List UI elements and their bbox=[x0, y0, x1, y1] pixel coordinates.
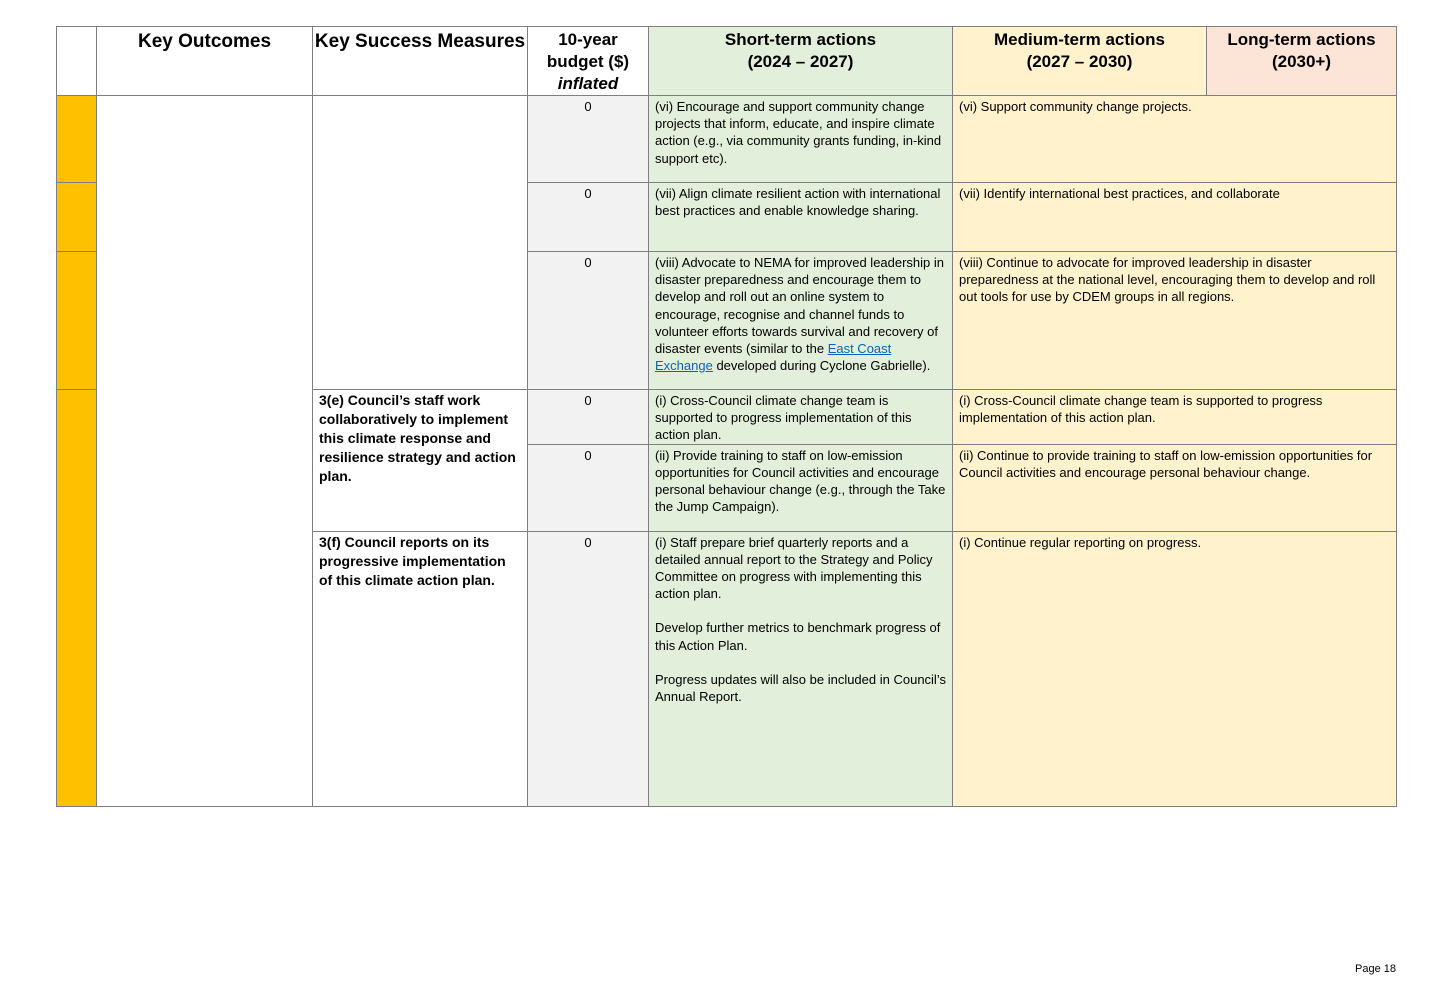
short-term-action bbox=[649, 252, 953, 390]
measure-cell-empty bbox=[313, 96, 528, 390]
long-term-label: Long-term actions bbox=[1227, 30, 1376, 49]
budget-cell: 0 bbox=[528, 96, 649, 183]
header-key-outcomes bbox=[97, 27, 313, 96]
header-row bbox=[57, 27, 1397, 96]
budget-cell: 0 bbox=[528, 531, 649, 806]
medium-long-term-action: (vi) Support community change projects. bbox=[953, 96, 1397, 183]
short-term-paragraph: Progress updates will also be included in Council’s Annual Report. bbox=[655, 671, 946, 705]
table-row bbox=[57, 96, 1397, 183]
header-long-term bbox=[1207, 27, 1397, 96]
medium-long-term-action: (i) Continue regular reporting on progress. bbox=[953, 531, 1397, 806]
budget-label-line2: budget ($) bbox=[546, 52, 630, 71]
short-term-action: (i) Cross-Council climate change team is supported to progress implementation of this action plan. bbox=[649, 390, 953, 445]
budget-cell: 0 bbox=[528, 444, 649, 531]
short-term-label: Short-term actions bbox=[724, 30, 877, 49]
key-outcome-cell bbox=[97, 96, 313, 807]
budget-label-line1: 10-year bbox=[558, 30, 618, 49]
short-term-text: (viii) Advocate to NEMA for improved leadership in disaster preparedness and encourage them to develop and roll out an online system to encourage, recognise and channel funds to volunteer efforts towards survival and recovery of disaster events (similar to the bbox=[655, 255, 945, 357]
medium-long-term-action: (i) Cross-Council climate change team is supported to progress implementation of this action plan. bbox=[953, 390, 1397, 445]
outcome-color-bar bbox=[57, 183, 97, 252]
medium-long-term-action: (vii) Identify international best practices, and collaborate bbox=[953, 183, 1397, 252]
short-term-action bbox=[649, 531, 953, 806]
short-term-paragraph: (i) Staff prepare brief quarterly reports and a detailed annual report to the Strategy and Policy Committee on progress with implementing this action plan. bbox=[655, 534, 933, 602]
header-medium-term bbox=[953, 27, 1207, 96]
outcome-color-bar bbox=[57, 390, 97, 807]
short-term-period: (2024 – 2027) bbox=[747, 52, 854, 71]
header-budget bbox=[528, 27, 649, 96]
medium-term-period: (2027 – 2030) bbox=[1026, 52, 1133, 71]
long-term-period: (2030+) bbox=[1271, 52, 1332, 71]
medium-long-term-action: (viii) Continue to advocate for improved leadership in disaster preparedness at the national level, encouraging them to develop and roll out tools for use by CDEM groups in all regions. bbox=[953, 252, 1397, 390]
key-outcomes-label: Key Outcomes bbox=[137, 31, 272, 52]
medium-term-label: Medium-term actions bbox=[994, 30, 1165, 49]
outcome-color-bar bbox=[57, 96, 97, 183]
header-blank-cell bbox=[57, 27, 97, 96]
budget-cell: 0 bbox=[528, 183, 649, 252]
east-coast-exchange-link[interactable]: East Coast Exchange bbox=[655, 341, 892, 374]
budget-cell: 0 bbox=[528, 252, 649, 390]
short-term-action: (vi) Encourage and support community change projects that inform, educate, and inspire climate action (e.g., via community grants funding, in-kind support etc). bbox=[649, 96, 953, 183]
outcome-color-bar bbox=[57, 252, 97, 390]
success-measure-3e: 3(e) Council’s staff work collaboratively to implement this climate response and resilience strategy and action plan. bbox=[313, 390, 528, 532]
page-number: Page 18 bbox=[1355, 963, 1396, 975]
header-key-success-measures bbox=[313, 27, 528, 96]
short-term-action: (ii) Provide training to staff on low-emission opportunities for Council activities and encourage personal behaviour change (e.g., through the Take the Jump Campaign). bbox=[649, 444, 953, 531]
climate-action-table bbox=[56, 26, 1397, 807]
medium-long-term-action: (ii) Continue to provide training to staff on low-emission opportunities for Council activities and encourage personal behaviour change. bbox=[953, 444, 1397, 531]
short-term-paragraph: Develop further metrics to benchmark progress of this Action Plan. bbox=[655, 620, 941, 653]
short-term-text-end: developed during Cyclone Gabrielle). bbox=[712, 358, 931, 374]
key-success-measures-label: Key Success Measures bbox=[314, 31, 526, 52]
short-term-action: (vii) Align climate resilient action with international best practices and enable knowledge sharing. bbox=[649, 183, 953, 252]
budget-cell: 0 bbox=[528, 390, 649, 445]
budget-label-line3: inflated bbox=[557, 74, 619, 93]
success-measure-3f: 3(f) Council reports on its progressive implementation of this climate action plan. bbox=[313, 531, 528, 806]
header-short-term bbox=[649, 27, 953, 96]
